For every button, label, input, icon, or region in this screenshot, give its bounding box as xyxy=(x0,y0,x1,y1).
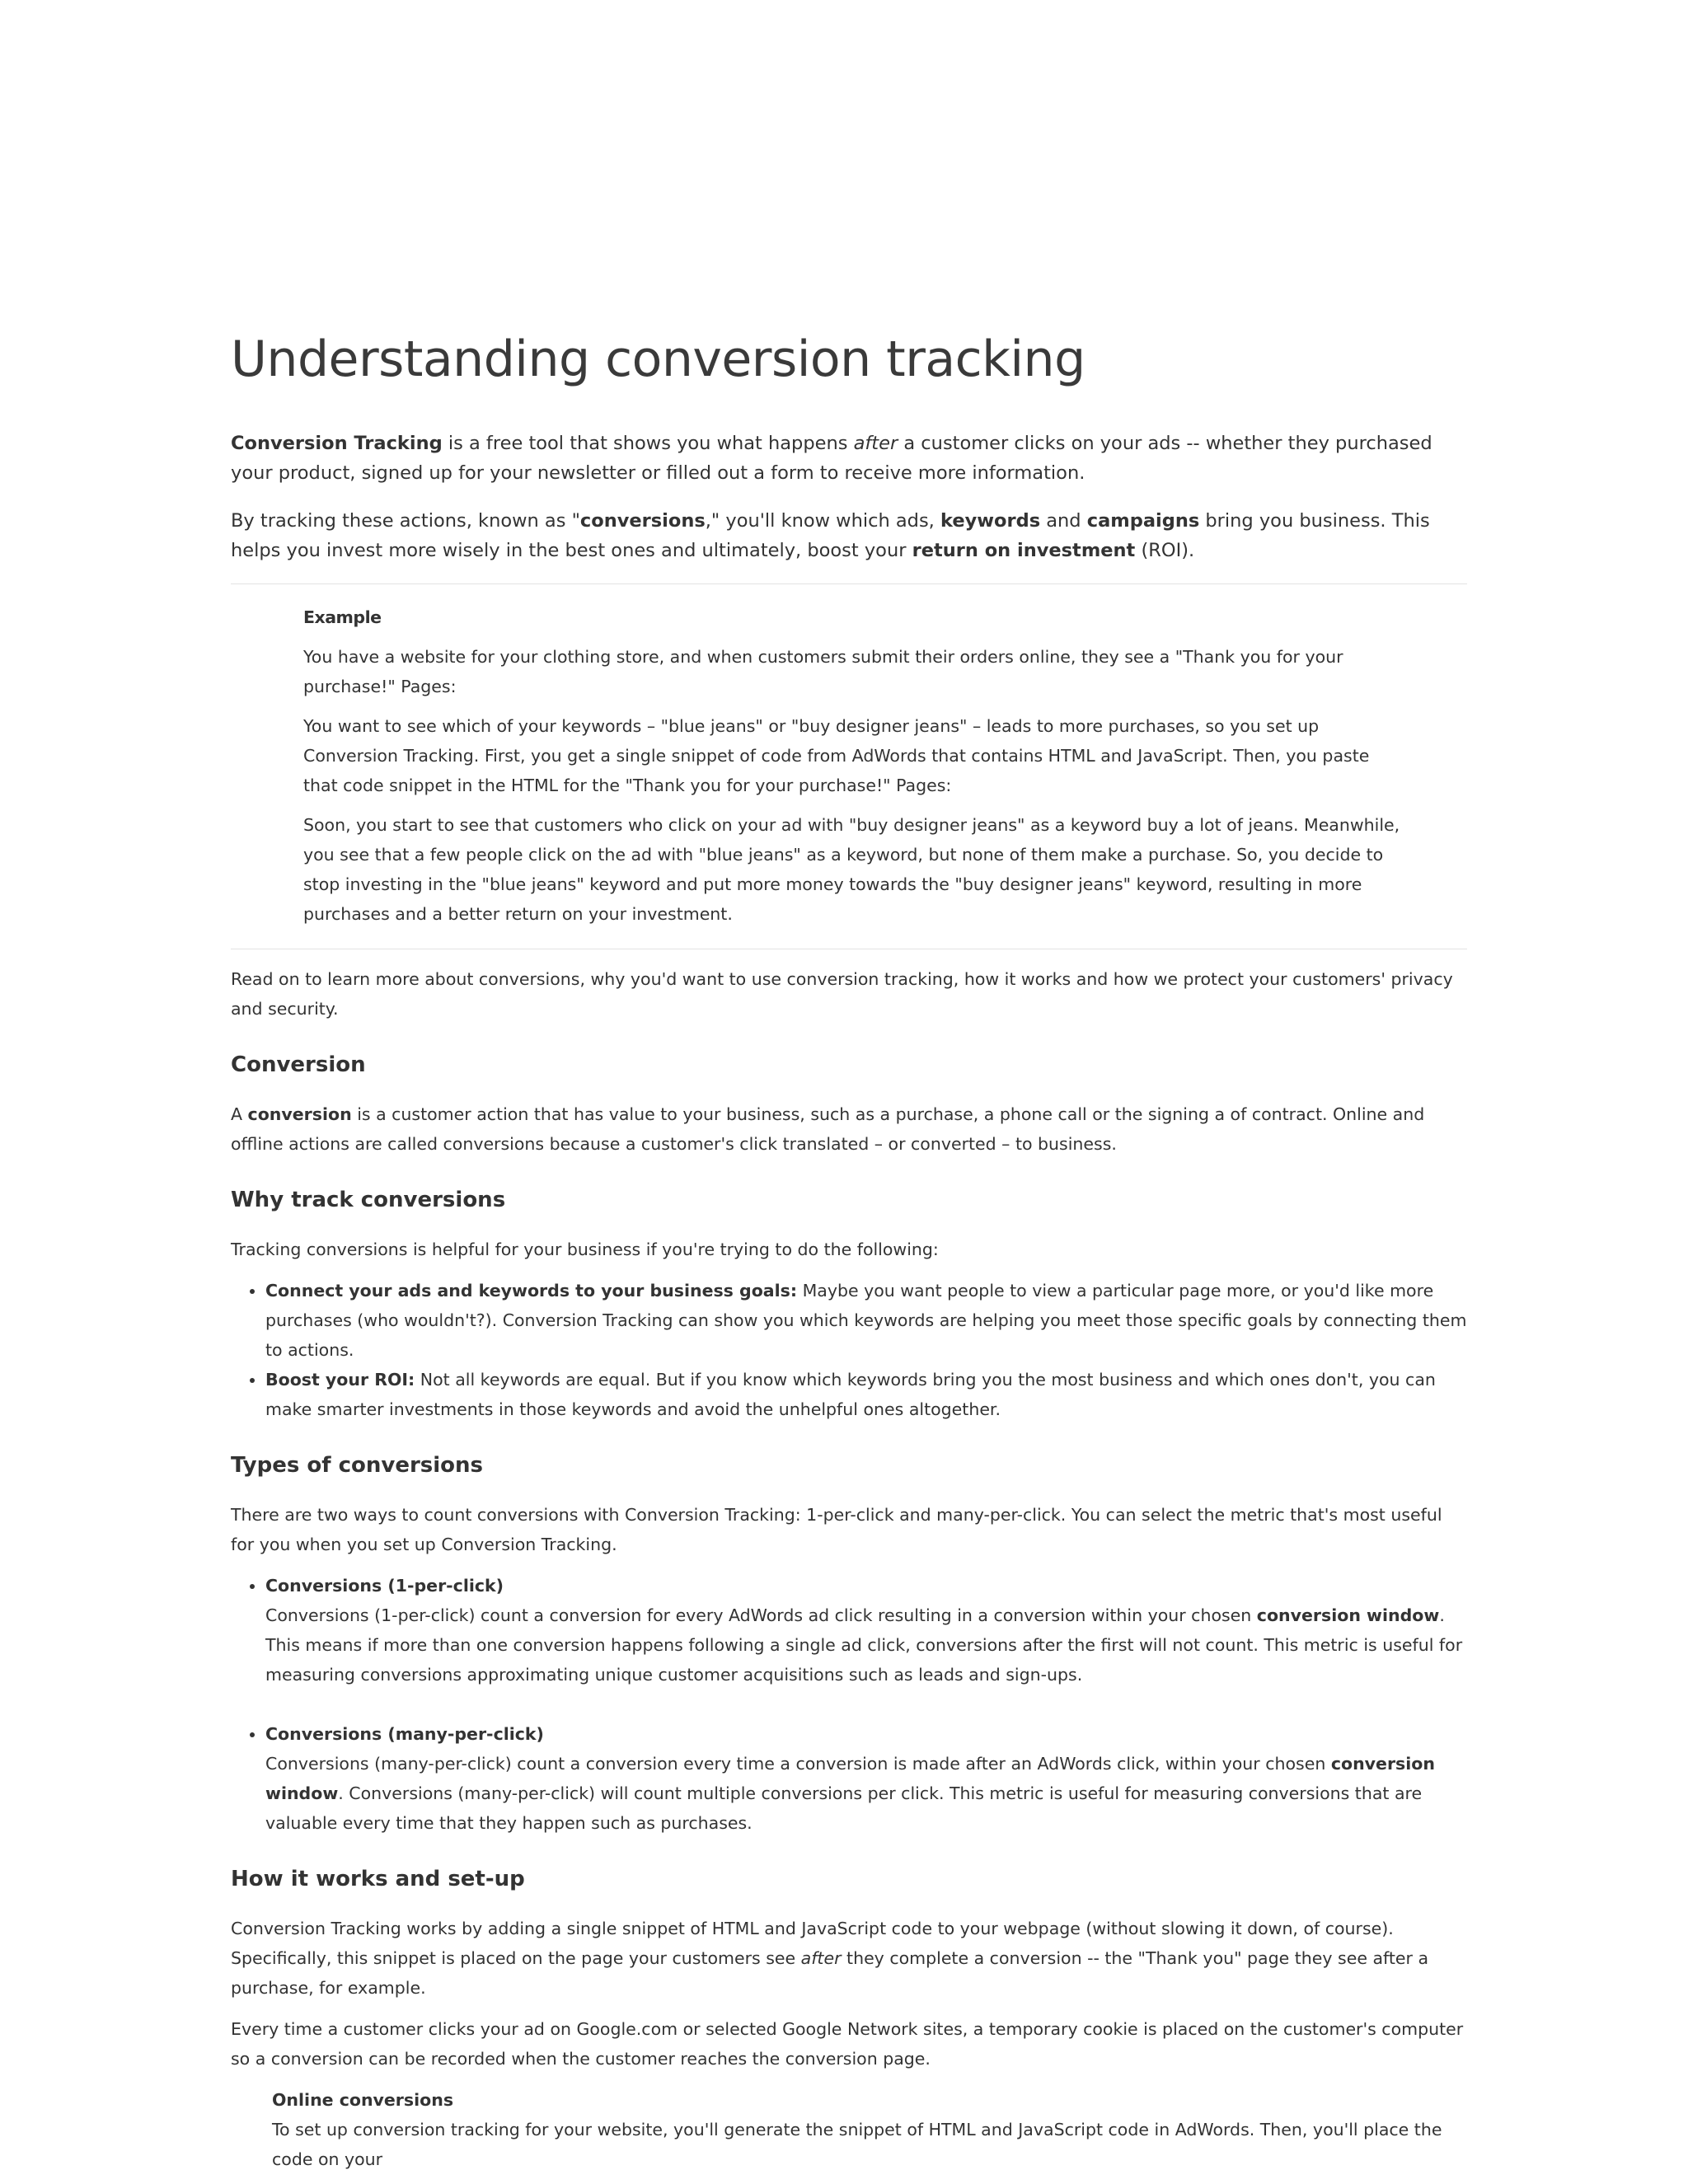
intro-paragraph-2: By tracking these actions, known as "conversions," you'll know which ads, keywords and campaigns bring you business. This helps you invest more wisely in the best ones and ultimately, boost your return on investment (ROI). xyxy=(231,510,1430,561)
term-conversion: conversion xyxy=(247,1104,352,1124)
why-intro-paragraph: Tracking conversions is helpful for your business if you're trying to do the following: xyxy=(231,1240,939,1259)
emphasis-after: after xyxy=(800,1948,842,1968)
term-conversion-window: conversion window xyxy=(265,1754,1435,1803)
online-conversions-subsection xyxy=(231,2085,1467,2174)
example-paragraph: Soon, you start to see that customers who click on your ad with "buy designer jeans" as a keyword buy a lot of jeans. Meanwhile, you see that a few people click on the ad with "blue jeans" as a keyword, but none of them make a purchase. So, you decide to stop investing in the "blue jeans" keyword and put more money towards the "buy designer jeans" keyword, resulting in more purchases and a better return on your investment. xyxy=(303,815,1400,924)
list-item: • Boost your ROI: Not all keywords are equal. But if you know which keywords bring you the most business and which ones don't, you can make smarter investments in those keywords and avoid the unhelpful ones altogether. xyxy=(265,1365,1467,1424)
list-item: • Conversions (many-per-click) Conversions (many-per-click) count a conversion every time a conversion is made after an AdWords click, within your chosen conversion window. Conversions (many-per-click) will count multiple conversions per click. This metric is useful for measuring conversions that are valuable every time that they happen such as purchases. xyxy=(265,1719,1467,1838)
list-item: • Connect your ads and keywords to your business goals: Maybe you want people to view a particular page more, or you'd like more purchases (who wouldn't?). Conversion Tracking can show you which keywords are helping you meet those specific goals by connecting them to actions. xyxy=(265,1276,1467,1365)
term-campaigns: campaigns xyxy=(1086,510,1200,532)
term-conversion-tracking: Conversion Tracking xyxy=(231,433,443,454)
term-return-on-investment: return on investment xyxy=(912,540,1136,561)
section-heading-types: Types of conversions xyxy=(231,1453,484,1478)
section-heading-why-track: Why track conversions xyxy=(231,1188,506,1212)
conversion-paragraph: A conversion is a customer action that has value to your business, such as a purchase, a phone call or the signing a of contract. Online and offline actions are called conversions because a customer's click translated – or converted – to business. xyxy=(231,1104,1425,1154)
example-paragraph: You want to see which of your keywords – "blue jeans" or "buy designer jeans" – leads to more purchases, so you set up Conversion Tracking. First, you get a single snippet of code from AdWords that contains HTML and JavaScript. Then, you paste that code snippet in the HTML for the "Thank you for your purchase!" Pages: xyxy=(303,716,1370,795)
term-conversion-window: conversion window xyxy=(1256,1605,1440,1625)
subsection-title: Online conversions xyxy=(272,2090,454,2110)
online-conversions-paragraph: To set up conversion tracking for your website, you'll generate the snippet of HTML and JavaScript code in AdWords. Then, you'll place the code on your xyxy=(272,2120,1442,2169)
example-paragraph: You have a website for your clothing store, and when customers submit their orders online, they see a "Thank you for your purchase!" Pages: xyxy=(303,647,1343,696)
intro-paragraph-1: Conversion Tracking is a free tool that shows you what happens after a customer clicks on your ads -- whether they purchased your product, signed up for your newsletter or filled out a form to receive more information. xyxy=(231,433,1432,484)
example-title: Example xyxy=(303,607,382,627)
how-paragraph-2: Every time a customer clicks your ad on Google.com or selected Google Network sites, a temporary cookie is placed on the customer's computer so a conversion can be recorded when the customer reaches the conversion page. xyxy=(231,2019,1464,2069)
section-heading-conversion: Conversion xyxy=(231,1052,366,1077)
read-on-paragraph: Read on to learn more about conversions, why you'd want to use conversion tracking, how it works and how we protect your customers' privacy and security. xyxy=(231,969,1453,1019)
how-paragraph-1: Conversion Tracking works by adding a single snippet of HTML and JavaScript code to your webpage (without slowing it down, of course). Specifically, this snippet is placed on the page your customers see after they complete a conversion -- the "Thank you" page they see after a purchase, for example. xyxy=(231,1919,1429,1998)
types-intro-paragraph: There are two ways to count conversions with Conversion Tracking: 1-per-click and many-per-click. You can select the metric that's most useful for you when you set up Conversion Tracking. xyxy=(231,1505,1442,1554)
emphasis-after: after xyxy=(853,433,898,454)
types-list xyxy=(231,1571,1467,1838)
example-box xyxy=(231,583,1467,949)
list-item-title: Conversions (many-per-click) xyxy=(265,1724,544,1744)
page-title: Understanding conversion tracking xyxy=(231,330,1085,388)
why-list xyxy=(231,1276,1467,1424)
term-conversions: conversions xyxy=(579,510,706,532)
list-item-title: Conversions (1-per-click) xyxy=(265,1576,504,1596)
term-keywords: keywords xyxy=(940,510,1041,532)
document-page xyxy=(231,330,1467,2174)
list-item: • Conversions (1-per-click) Conversions (1-per-click) count a conversion for every AdWords ad click resulting in a conversion within your chosen conversion window. This means if more than one conversion happens following a single ad click, conversions after the first will not count. This metric is useful for measuring conversions approximating unique customer acquisitions such as leads and sign-ups. xyxy=(265,1571,1467,1690)
section-heading-how-it-works: How it works and set-up xyxy=(231,1867,525,1891)
